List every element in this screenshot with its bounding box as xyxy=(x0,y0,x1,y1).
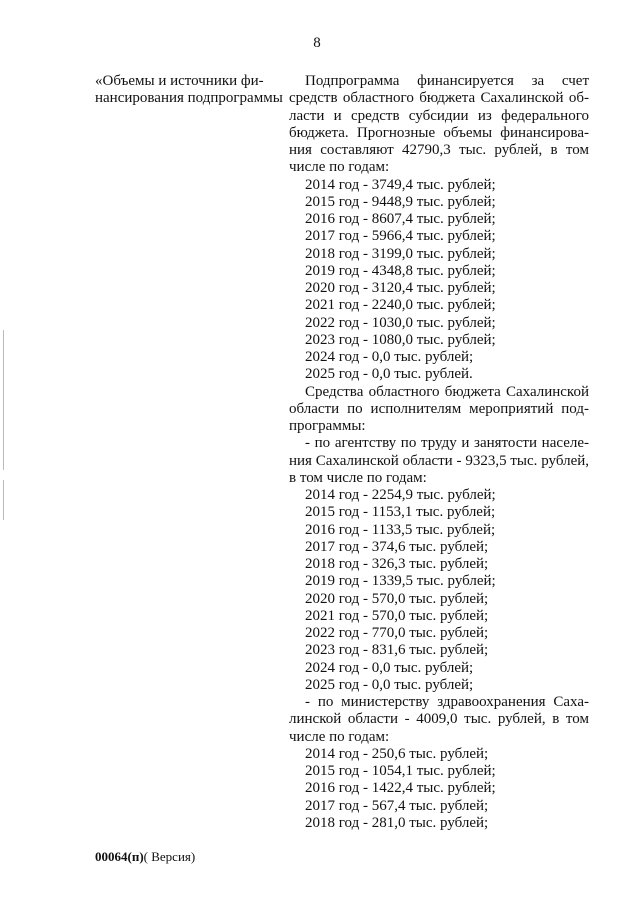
ministry-health-year-line: 2018 год - 281,0 тыс. рублей; xyxy=(305,814,489,831)
total-year-line: 2018 год - 3199,0 тыс. рублей; xyxy=(305,245,496,262)
total-year-line: 2014 год - 3749,4 тыс. рублей; xyxy=(305,176,496,193)
ministry-health-year-line: 2014 год - 250,6 тыс. рублей; xyxy=(305,745,489,762)
ministry-health-line: - по министерству здравоохранения Саха- xyxy=(305,694,589,710)
ministry-health-year-line: 2017 год - 567,4 тыс. рублей; xyxy=(305,797,489,814)
total-year-line: 2019 год - 4348,8 тыс. рублей; xyxy=(305,262,496,279)
ministry-health-year-line: 2016 год - 1422,4 тыс. рублей; xyxy=(305,780,496,797)
intro-line: числе по годам: xyxy=(289,159,390,176)
intro-line: Подпрограмма финансируется за счет xyxy=(305,73,589,89)
ministry-health-year-line: 2015 год - 1054,1 тыс. рублей; xyxy=(305,763,496,779)
left-cell-label xyxy=(95,73,290,108)
agency-labor-line: в том числе по годам: xyxy=(289,469,427,486)
agency-labor-year-line: 2019 год - 1339,5 тыс. рублей; xyxy=(305,573,496,590)
executors-intro-line: Средства областного бюджета Сахалинской xyxy=(305,383,589,400)
agency-labor-year-line: 2017 год - 374,6 тыс. рублей; xyxy=(305,538,489,555)
scan-artifact xyxy=(3,330,4,470)
agency-labor-line: - по агентству по труду и занятости населе- xyxy=(305,435,589,452)
agency-labor-line: ния Сахалинской области - 9323,5 тыс. рублей, xyxy=(289,452,589,469)
agency-labor-year-line: 2020 год - 570,0 тыс. рублей; xyxy=(305,590,489,607)
agency-labor-year-line: 2022 год - 770,0 тыс. рублей; xyxy=(305,625,489,641)
agency-labor-year-line: 2015 год - 1153,1 тыс. рублей; xyxy=(305,504,496,521)
total-year-line: 2022 год - 1030,0 тыс. рублей; xyxy=(305,314,496,331)
agency-labor-year-line: 2014 год - 2254,9 тыс. рублей; xyxy=(305,487,496,503)
left-cell-line: «Объемы и источники фи- xyxy=(95,73,264,89)
footer-document-code xyxy=(95,849,195,865)
intro-line: ласти и средств субсидии из федерального xyxy=(289,107,589,124)
agency-labor-year-line: 2023 год - 831,6 тыс. рублей; xyxy=(305,642,489,659)
intro-line: ния составляют 42790,3 тыс. рублей, в том xyxy=(289,142,589,158)
executors-intro-line: программы: xyxy=(289,418,366,434)
ministry-health-line: числе по годам: xyxy=(289,728,390,745)
footer-code: 00064(п) xyxy=(95,849,144,864)
intro-line: средств областного бюджета Сахалинской об- xyxy=(289,90,589,107)
page-number: 8 xyxy=(313,35,321,51)
right-cell-content xyxy=(289,73,589,832)
total-year-line: 2017 год - 5966,4 тыс. рублей; xyxy=(305,228,496,245)
agency-labor-year-line: 2021 год - 570,0 тыс. рублей; xyxy=(305,607,489,624)
agency-labor-year-line: 2016 год - 1133,5 тыс. рублей; xyxy=(305,521,496,538)
total-year-line: 2024 год - 0,0 тыс. рублей; xyxy=(305,349,474,365)
agency-labor-year-line: 2024 год - 0,0 тыс. рублей; xyxy=(305,659,474,676)
agency-labor-year-line: 2025 год - 0,0 тыс. рублей; xyxy=(305,676,474,693)
total-year-line: 2015 год - 9448,9 тыс. рублей; xyxy=(305,193,496,210)
total-year-line: 2023 год - 1080,0 тыс. рублей; xyxy=(305,331,496,348)
footer-version: ( Версия) xyxy=(143,849,196,864)
intro-line: бюджета. Прогнозные объемы финансирова- xyxy=(289,124,589,141)
total-year-line: 2020 год - 3120,4 тыс. рублей; xyxy=(305,280,496,296)
total-year-line: 2021 год - 2240,0 тыс. рублей; xyxy=(305,297,496,314)
total-year-line: 2025 год - 0,0 тыс. рублей. xyxy=(305,366,473,383)
executors-intro-line: области по исполнителям мероприятий под- xyxy=(289,400,589,417)
scan-artifact xyxy=(3,480,4,520)
left-cell-line: нансирования подпрограммы xyxy=(95,90,283,107)
agency-labor-year-line: 2018 год - 326,3 тыс. рублей; xyxy=(305,556,489,572)
total-year-line: 2016 год - 8607,4 тыс. рублей; xyxy=(305,211,496,227)
ministry-health-line: линской области - 4009,0 тыс. рублей, в том xyxy=(289,711,589,728)
